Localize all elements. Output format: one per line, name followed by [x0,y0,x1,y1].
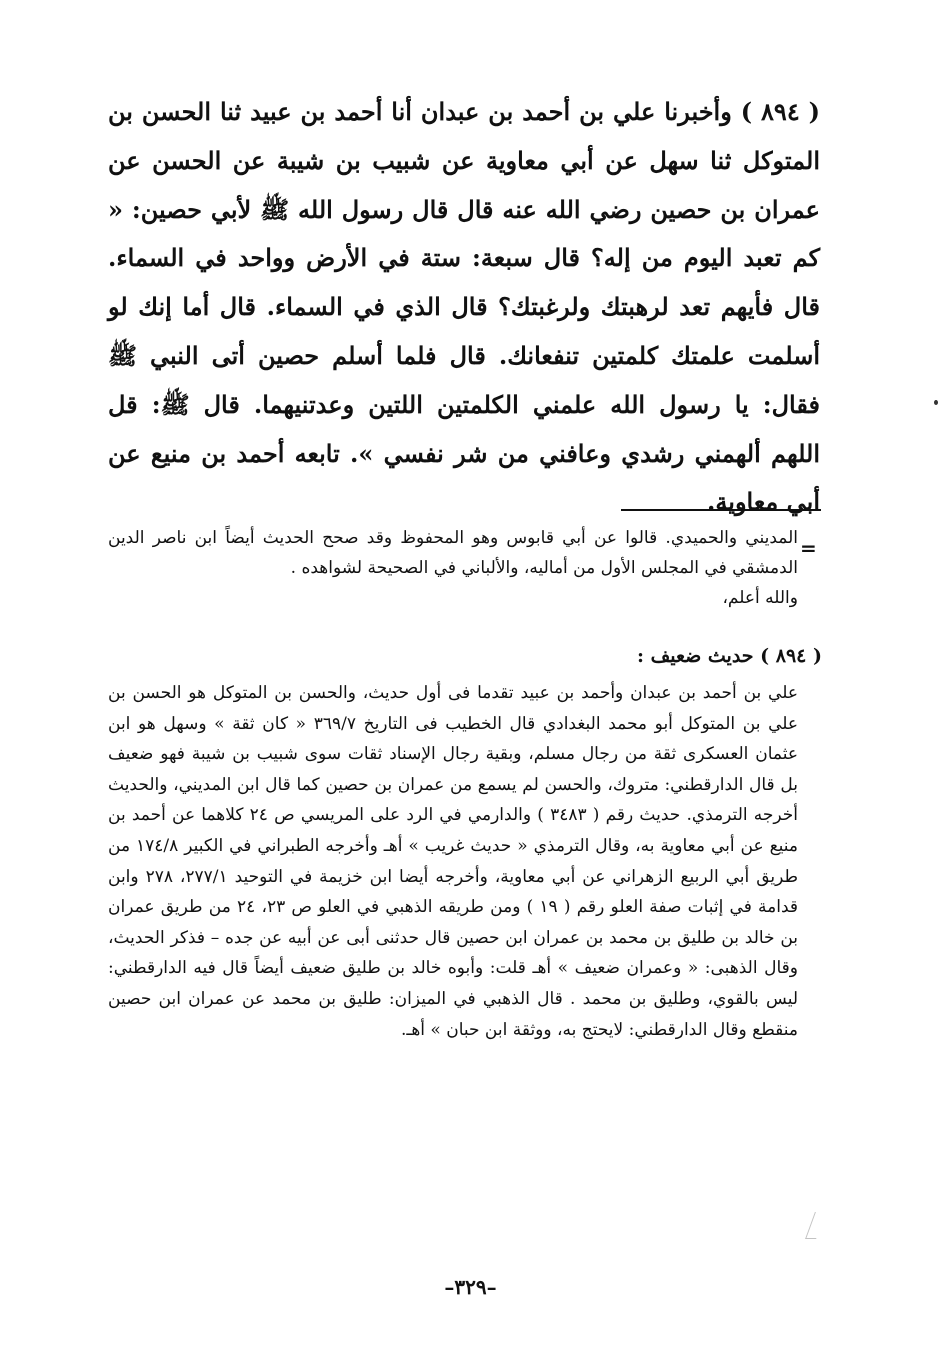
footnote-heading: ( ٨٩٤ ) حديث ضعيف : [636,645,822,667]
footnote-body [108,678,798,1045]
footnote-continued-text: المديني والحميدي. قالوا عن أبي قابوس وهو المحفوظ وقد صحح الحديث أيضاً ابن ناصر الدين الدمشقي في المجلس الأول من أماليه، والألباني في الصحيحة لشواهده . [108,528,798,578]
footnote-closing: والله أعلم، [722,588,798,608]
footnote-body-text: علي بن أحمد بن عبدان وأحمد بن عبيد تقدما فى أول حديث، والحسن بن المتوكل هو الحسن بن علي بن المتوكل أبو محمد البغدادي قال الخطيب فى التاريخ ٣٦٩/٧ « كان ثقة » وسهل هو ابن عثمان العسكرى ثقة من رجال مسلم، وبقية رجال الإسناد ثقات سوى شبيب بن شيبة فهو ضعيف بل قال الدارقطني: متروك، والحسن لم يسمع من عمران بن حصين كما قال ابن المديني، والحديث أخرجه الترمذي. حديث رقم ( ٣٤٨٣ ) والدارمي في الرد على المريسي ص ٢٤ كلاهما عن أحمد بن منيع عن أبي معاوية به، وقال الترمذي « حديث غريب » أهـ وأخرجه الطبراني في الكبير ١٧٤/٨ من طريق أبي الربيع الزهراني عن أبي معاوية، وأخرجه أيضا ابن خزيمة في التوحيد ٢٧٧/١، ٢٧٨ وابن قدامة في إثبات صفة العلو رقم ( ١٩ ) ومن طريقه الذهبي في العلو ص ٢٣، ٢٤ من طريق عمران بن خالد بن طليق بن محمد بن عمران ابن حصين قال حدثنى أبى عن أبيه عن جده – فذكر الحديث، وقال الذهبى: « وعمران ضعيف » أهـ قلت: وأبوه خالد بن طليق ضعيف أيضاً قال فيه الدارقطني: ليس بالقوي، وطليق بن محمد . قال الذهبي في الميزان: طليق بن محمد عن عمران ابن حصين منقطع وقال الدارقطني: لايحتج به، ووثقة ابن حبان » أهـ. [108,683,799,1040]
scan-speck [934,400,938,405]
footnote-continued [108,523,798,613]
hadith-main-text [108,88,820,527]
footnote-separator [621,509,821,511]
hadith-paragraph: ( ٨٩٤ ) وأخبرنا علي بن أحمد بن عبدان أنا أحمد بن عبيد ثنا الحسن بن المتوكل ثنا سهل عن أبي معاوية عن شبيب بن شيبة عن الحسن عن عمران بن حصين رضي الله عنه قال قال رسول الله ﷺ لأبي حصين: « كم تعبد اليوم من إله؟ قال سبعة: ستة في الأرض وواحد في السماء. قال فأيهم تعد لرهبتك ولرغبتك؟ قال الذي في السماء. قال أما إنك لو أسلمت علمتك كلمتين تنفعانك. قال فلما أسلم حصين أتى النبي ﷺ فقال: يا رسول الله علمني الكلمتين اللتين وعدتنيهما. قال ﷺ: قل اللهم ألهمني رشدي وعافني من شر نفسي ». تابعه أحمد بن منيع عن أبي معاوية. [108,97,820,517]
continuation-mark: = [800,536,817,560]
page-number: –٣٢٩– [444,1275,497,1299]
scan-edge-mark [805,1212,826,1239]
